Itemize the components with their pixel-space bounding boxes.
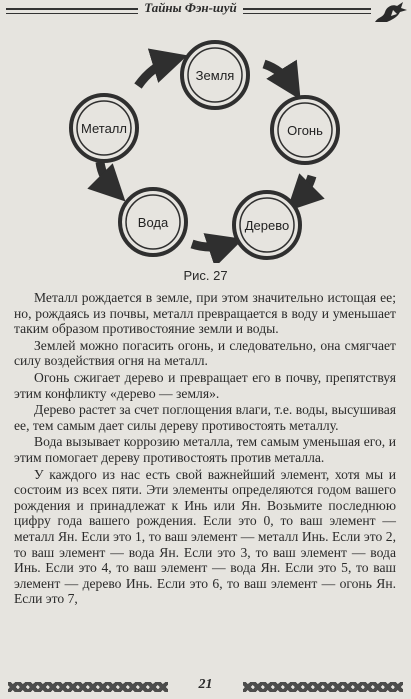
node-metall xyxy=(71,95,137,161)
node-ogon xyxy=(272,97,338,163)
arrow-derevo-from-voda xyxy=(192,244,228,247)
node-label: Металл xyxy=(81,121,127,136)
node-label: Огонь xyxy=(287,123,323,138)
paragraph: Дерево растет за счет поглощения влаги, т.е. воды, высушивая ее, тем самым дает силы дереву противостоять металлу. xyxy=(14,402,396,433)
running-header xyxy=(0,0,381,16)
header-title: Тайны Фэн-шуй xyxy=(138,0,243,15)
paragraph: Землей можно погасить огонь, и следовательно, она смягчает силу воздействия огня на металл. xyxy=(14,337,396,369)
page-footer xyxy=(8,679,403,695)
paragraph: Металл рождается в земле, при этом значительно истощая ее; но, рождаясь из почвы, металл превращается в воду и уменьшает таким образом противостояние земли и воды. xyxy=(14,290,396,337)
paragraph: Огонь сжигает дерево и превращает его в почву, препятствуя этим конфликту «дерево — земля». xyxy=(14,369,396,401)
node-label: Земля xyxy=(195,68,235,83)
node-voda xyxy=(120,189,186,255)
node-label: Дерево xyxy=(244,218,290,233)
page-number: 21 xyxy=(198,677,213,692)
paragraph: У каждого из нас есть свой важнейший элемент, хотя мы и состоим из всех пяти. Эти элементы определяются годом вашего рождения и принадлежат к Инь или Ян. Возьмите последнюю цифру года вашего рождения. Если это 0, то ваш элемент — металл Ян. Если это 1, то ваш элемент — металл Инь. Если это 2, то ваш элемент — вода Ян. Если это 3, то ваш элемент — вода Инь. Если это 4, то ваш элемент — вода Ян. Если это 5, то ваш элемент — дерево Инь. Если это 6, то ваш элемент — огонь Ян. Если это 7, xyxy=(14,466,396,607)
node-derevo xyxy=(234,192,300,258)
dragon-icon xyxy=(373,0,409,26)
arrow-metall-to-voda xyxy=(100,162,114,190)
arrow-zemlya-to-ogon xyxy=(264,64,292,86)
footer-ornament-right xyxy=(243,682,403,692)
arrow-ogon-to-derevo xyxy=(298,176,312,200)
paragraph: Вода вызывает коррозию металла, тем самым уменьшая его, и этим помогает дереву противостоять против металла. xyxy=(14,434,396,465)
node-zemlya xyxy=(182,42,248,108)
elements-cycle-diagram xyxy=(60,38,350,263)
arrow-metall-to-zemlya xyxy=(138,60,172,86)
figure-caption: Рис. 27 xyxy=(183,268,228,283)
body-text xyxy=(14,290,396,608)
node-label: Вода xyxy=(137,215,169,230)
